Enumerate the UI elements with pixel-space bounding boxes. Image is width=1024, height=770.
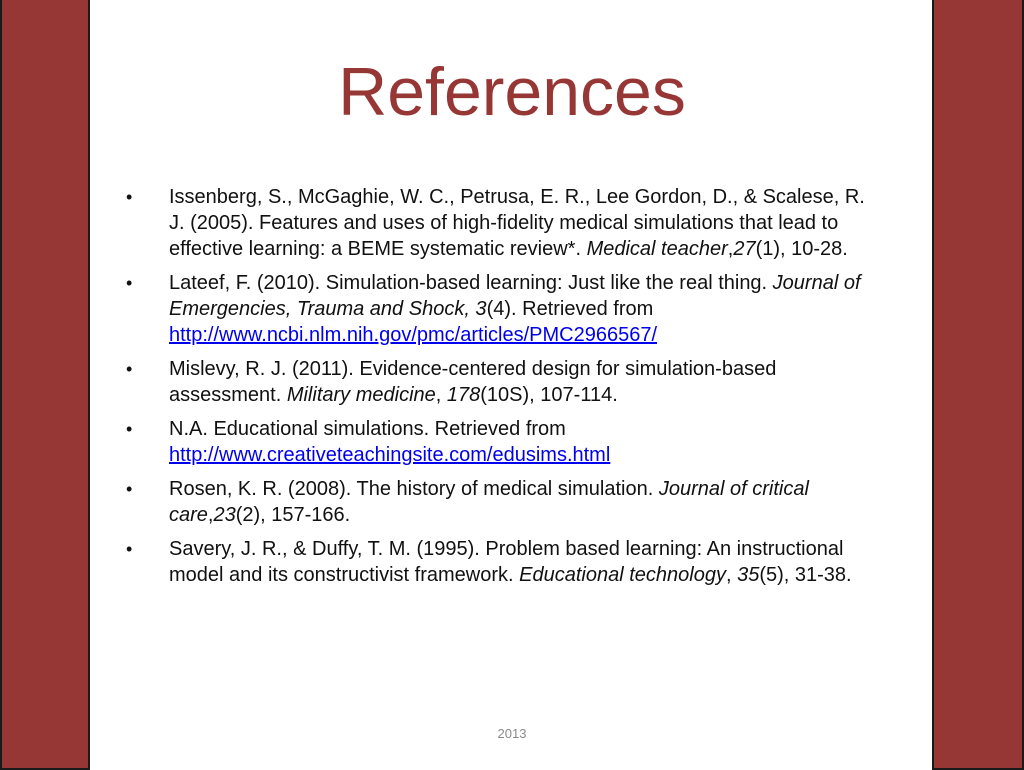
reference-text: , — [727, 238, 734, 260]
reference-item-na — [126, 416, 866, 468]
reference-journal: Educational technology — [519, 564, 726, 586]
right-side-bar — [932, 0, 1024, 770]
bullet-icon: • — [126, 479, 133, 499]
reference-journal: Journal of critical care — [169, 478, 809, 526]
bullet-icon: • — [126, 273, 133, 293]
reference-list — [126, 184, 866, 596]
reference-item-issenberg — [126, 184, 866, 262]
reference-link-edusims[interactable]: http://www.creativeteachingsite.com/edusims.html — [169, 444, 611, 466]
reference-link-ncbi[interactable]: http://www.ncbi.nlm.nih.gov/pmc/articles/PMC2966567/ — [169, 324, 657, 346]
reference-item-rosen — [126, 476, 866, 528]
bullet-icon: • — [126, 359, 133, 379]
reference-text: , — [725, 564, 738, 586]
reference-item-lateef — [126, 270, 866, 348]
reference-journal: Journal of Emergencies, Trauma and Shock, 3 — [169, 272, 861, 320]
slide-title: References — [338, 54, 686, 130]
reference-journal: Military medicine — [286, 384, 436, 406]
reference-text: (1), 10-28. — [755, 238, 848, 260]
reference-text: (5), 31-38. — [759, 564, 852, 586]
reference-item-savery — [126, 536, 866, 588]
reference-text: (2), 157-166. — [235, 504, 351, 526]
reference-text: Savery, J. R., & Duffy, T. M. (1995). Problem based learning: An instructional model and its constructivist framework. — [169, 538, 844, 586]
reference-text: Lateef, F. (2010). Simulation-based learning: Just like the real thing. — [169, 272, 773, 294]
reference-text: , — [207, 504, 214, 526]
slide-footer-year: 2013 — [497, 726, 527, 741]
bullet-icon: • — [126, 187, 133, 207]
reference-journal: Medical teacher — [586, 238, 728, 260]
bullet-icon: • — [126, 419, 133, 439]
reference-text: (4). Retrieved from — [486, 298, 654, 320]
reference-text: , — [435, 384, 447, 406]
reference-item-mislevy — [126, 356, 866, 408]
bullet-icon: • — [126, 539, 133, 559]
reference-text: N.A. Educational simulations. Retrieved from — [169, 418, 566, 440]
left-side-bar — [0, 0, 90, 770]
reference-text: Mislevy, R. J. (2011). Evidence-centered design for simulation-based assessment. — [169, 358, 777, 406]
reference-volume: 27 — [733, 238, 756, 260]
reference-text: Rosen, K. R. (2008). The history of medical simulation. — [169, 478, 659, 500]
reference-volume: 23 — [213, 504, 236, 526]
reference-volume: 178 — [446, 384, 481, 406]
reference-text: Issenberg, S., McGaghie, W. C., Petrusa, E. R., Lee Gordon, D., & Scalese, R. J. (2005). Features and uses of high-fidelity medical simulations that lead to effective learning: a BEME systematic review*. — [169, 186, 865, 260]
reference-text: (10S), 107-114. — [480, 384, 618, 406]
reference-volume: 35 — [737, 564, 760, 586]
